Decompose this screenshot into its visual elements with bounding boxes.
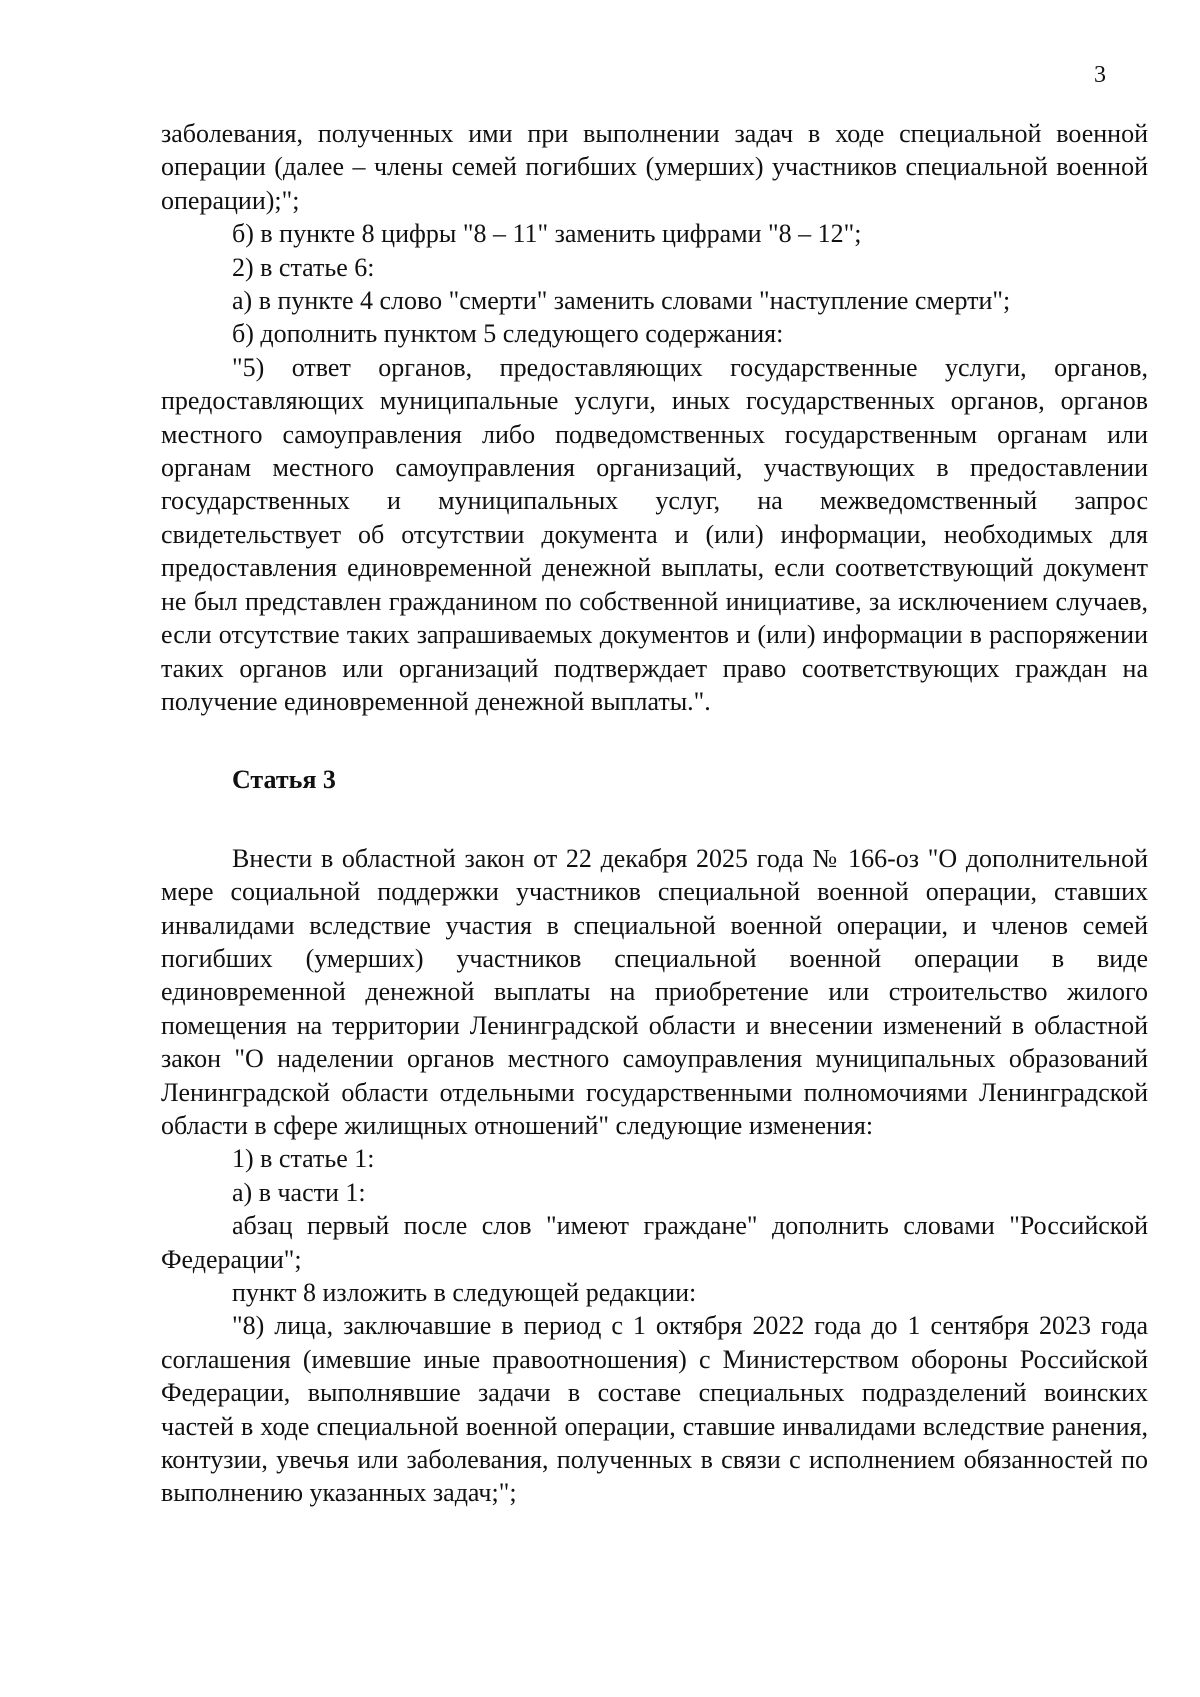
paragraph-item-8-text: "8) лица, заключавшие в период с 1 октября 2022 года до 1 сентября 2023 года соглашения (имевшие иные правоотношения) с Министерством обороны Российской Федерации, выполнявшие задачи в составе специальных подразделений воинских частей в ходе специальной военной операции, ставшие инвалидами вследствие ранения, контузии, увечья или заболевания, полученных в связи с исполнением обязанностей по выполнению указанных задач;";: [161, 1311, 1148, 1508]
document-body: [161, 117, 1148, 1510]
paragraph-article-6: 2) в статье 6:: [232, 252, 375, 282]
paragraph-first-abzac: абзац первый после слов "имеют граждане" дополнить словами "Российской Федерации";: [161, 1211, 1148, 1274]
paragraph-item-4: а) в пункте 4 слово "смерти" заменить словами "наступление смерти";: [232, 286, 1011, 316]
paragraph-item-5-text: "5) ответ органов, предоставляющих государственные услуги, органов, предоставляющих муниципальные услуги, иных государственных органов, органов местного самоуправления либо подведомственных государственным органам или органам местного самоуправления организаций, участвующих в предоставлении государственных и муниципальных услуг, на межведомственный запрос свидетельствует об отсутствии документа и (или) информации, необходимых для предоставления единовременной денежной выплаты, если соответствующий документ не был представлен гражданином по собственной инициативе, за исключением случаев, если отсутствие таких запрашиваемых документов и (или) информации в распоряжении таких органов или организаций подтверждает право соответствующих граждан на получение единовременной денежной выплаты.".: [161, 352, 1148, 716]
page-number: 3: [1094, 62, 1106, 88]
paragraph-amend-law: Внести в областной закон от 22 декабря 2025 года № 166-оз "О дополнительной мере социальной поддержки участников специальной военной операции, ставших инвалидами вследствие участия в специальной военной операции, и членов семей погибших (умерших) участников специальной военной операции в виде единовременной денежной выплаты на приобретение или строительство жилого помещения на территории Ленинградской области и внесении изменений в областной закон "О наделении органов местного самоуправления муниципальных образований Ленинградской области отдельными государственными полномочиями Ленинградской области в сфере жилищных отношений" следующие изменения:: [161, 843, 1148, 1140]
paragraph-add-item-5: б) дополнить пунктом 5 следующего содержания:: [232, 319, 784, 349]
paragraph-item-8: б) в пункте 8 цифры "8 – 11" заменить цифрами "8 – 12";: [232, 219, 862, 249]
article-3-heading: Статья 3: [232, 765, 336, 795]
paragraph-item-8-new: пункт 8 изложить в следующей редакции:: [232, 1278, 697, 1307]
paragraph-article-1: 1) в статье 1:: [232, 1144, 375, 1174]
paragraph-part-1: а) в части 1:: [232, 1177, 366, 1207]
paragraph-continuation: заболевания, полученных ими при выполнении задач в ходе специальной военной операции (далее – члены семей погибших (умерших) участников специальной военной операции);";: [161, 119, 1148, 215]
